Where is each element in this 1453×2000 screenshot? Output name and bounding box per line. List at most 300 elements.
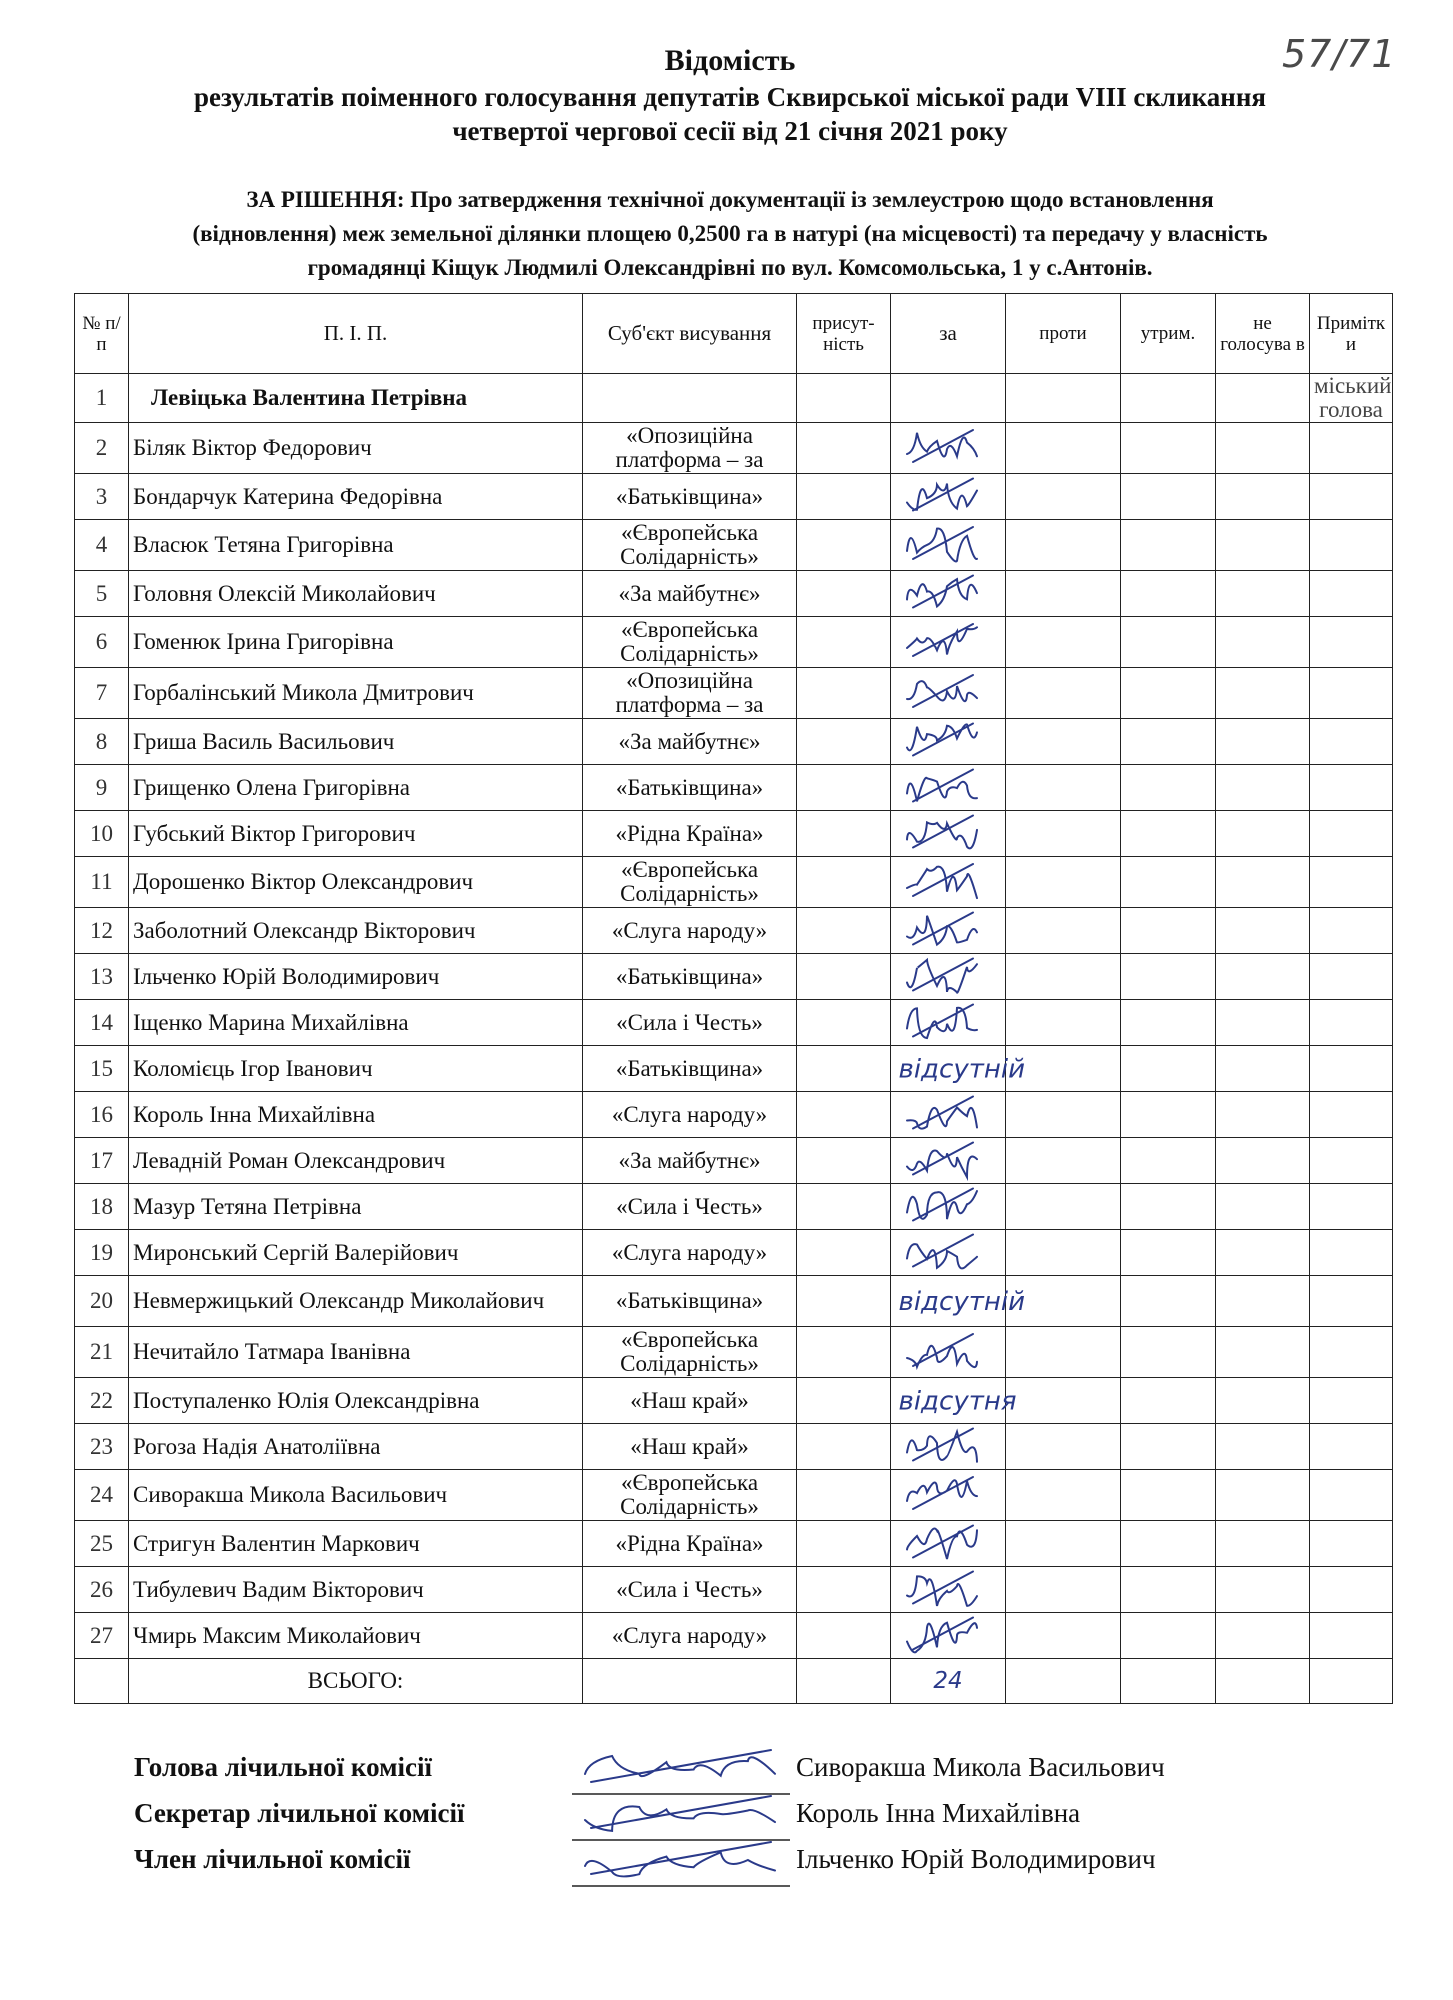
vote-za-cell (891, 765, 1006, 811)
vote-utrym-cell (1121, 1230, 1216, 1276)
vote-utrym-cell (1121, 1092, 1216, 1138)
note-cell (1310, 1046, 1393, 1092)
vote-proty-cell (1006, 571, 1121, 617)
vote-utrym-cell (1121, 1046, 1216, 1092)
note-cell (1310, 908, 1393, 954)
decision-line-2: (відновлення) меж земельної ділянки площею 0,2500 га в натурі (на місцевості) та передачу у власність (192, 221, 1268, 246)
vote-ne-holos-cell (1216, 1276, 1310, 1327)
vote-za-cell (891, 719, 1006, 765)
presence-cell (797, 765, 891, 811)
presence-cell (797, 374, 891, 423)
row-number: 15 (75, 1046, 129, 1092)
vote-ne-holos-cell (1216, 668, 1310, 719)
presence-cell (797, 617, 891, 668)
commission-member (134, 1752, 1284, 1798)
commission-block (134, 1752, 1284, 1890)
note-cell (1310, 857, 1393, 908)
vote-ne-holos-cell (1216, 1092, 1310, 1138)
vote-proty-cell (1006, 908, 1121, 954)
vote-utrym-cell (1121, 1521, 1216, 1567)
note-cell (1310, 1378, 1393, 1424)
note-cell (1310, 765, 1393, 811)
nominating-party: «Слуга народу» (583, 1613, 797, 1659)
table-body (75, 374, 1393, 1659)
vote-utrym-cell (1121, 1184, 1216, 1230)
presence-cell (797, 1046, 891, 1092)
note-cell (1310, 1276, 1393, 1327)
vote-proty-cell (1006, 857, 1121, 908)
deputy-name: Власюк Тетяна Григорівна (129, 520, 583, 571)
commission-role: Секретар лічильної комісії (134, 1798, 465, 1828)
vote-proty-cell (1006, 1567, 1121, 1613)
nominating-party: «Європейська Солідарність» (583, 1470, 797, 1521)
vote-utrym-cell (1121, 908, 1216, 954)
row-number: 2 (75, 423, 129, 474)
table-row (75, 1378, 1393, 1424)
table-header-row (75, 294, 1393, 374)
vote-proty-cell (1006, 668, 1121, 719)
row-number: 12 (75, 908, 129, 954)
note-cell (1310, 571, 1393, 617)
presence-cell (797, 474, 891, 520)
header-name: П. І. П. (129, 294, 583, 374)
vote-ne-holos-cell (1216, 765, 1310, 811)
commission-member (134, 1798, 1284, 1844)
deputy-name: Губський Віктор Григорович (129, 811, 583, 857)
table-row (75, 374, 1393, 423)
presence-cell (797, 1000, 891, 1046)
presence-cell (797, 857, 891, 908)
presence-cell (797, 668, 891, 719)
vote-za-cell (891, 571, 1006, 617)
vote-ne-holos-cell (1216, 1046, 1310, 1092)
vote-utrym-cell (1121, 1138, 1216, 1184)
vote-utrym-cell (1121, 668, 1216, 719)
table-row (75, 668, 1393, 719)
row-number: 23 (75, 1424, 129, 1470)
header-za: за (891, 294, 1006, 374)
header-proty: проти (1006, 294, 1121, 374)
deputy-name: Бондарчук Катерина Федорівна (129, 474, 583, 520)
vote-proty-cell (1006, 1327, 1121, 1378)
vote-utrym-cell (1121, 1470, 1216, 1521)
vote-proty-cell (1006, 719, 1121, 765)
table-row (75, 908, 1393, 954)
presence-cell (797, 1567, 891, 1613)
table-row (75, 1046, 1393, 1092)
table-row (75, 1000, 1393, 1046)
table-row (75, 1138, 1393, 1184)
nominating-party: «Сила і Честь» (583, 1567, 797, 1613)
vote-ne-holos-cell (1216, 811, 1310, 857)
vote-proty-cell (1006, 811, 1121, 857)
row-number: 1 (75, 374, 129, 423)
nominating-party: «Батьківщина» (583, 765, 797, 811)
vote-proty-cell (1006, 1378, 1121, 1424)
presence-cell (797, 908, 891, 954)
deputy-name: Коломієць Ігор Іванович (129, 1046, 583, 1092)
header-ne-holos: не голосува в (1216, 294, 1310, 374)
vote-utrym-cell (1121, 1567, 1216, 1613)
vote-za-cell (891, 1470, 1006, 1521)
table-row (75, 474, 1393, 520)
row-number: 6 (75, 617, 129, 668)
commission-member-name: Король Інна Михайлівна (796, 1798, 1081, 1828)
note-cell (1310, 1327, 1393, 1378)
row-number: 4 (75, 520, 129, 571)
commission-member (134, 1844, 1284, 1890)
nominating-party: «За майбутнє» (583, 719, 797, 765)
vote-utrym-cell (1121, 474, 1216, 520)
nominating-party: «Батьківщина» (583, 1276, 797, 1327)
vote-ne-holos-cell (1216, 474, 1310, 520)
vote-ne-holos-cell (1216, 374, 1310, 423)
vote-ne-holos-cell (1216, 908, 1310, 954)
deputy-name: Чмирь Максим Миколайович (129, 1613, 583, 1659)
nominating-party: «Наш край» (583, 1378, 797, 1424)
vote-ne-holos-cell (1216, 571, 1310, 617)
deputy-name: Король Інна Михайлівна (129, 1092, 583, 1138)
vote-proty-cell (1006, 1521, 1121, 1567)
note-cell (1310, 520, 1393, 571)
note-cell (1310, 1613, 1393, 1659)
vote-utrym-cell (1121, 1276, 1216, 1327)
table-row (75, 1327, 1393, 1378)
vote-utrym-cell (1121, 374, 1216, 423)
presence-cell (797, 1276, 891, 1327)
note-cell (1310, 1424, 1393, 1470)
vote-za-cell (891, 1424, 1006, 1470)
note-cell (1310, 1184, 1393, 1230)
handwritten-note: відсутній (898, 1054, 1025, 1085)
nominating-party: «Сила і Честь» (583, 1000, 797, 1046)
vote-utrym-cell (1121, 857, 1216, 908)
table-row (75, 1092, 1393, 1138)
presence-cell (797, 1470, 891, 1521)
presence-cell (797, 571, 891, 617)
vote-utrym-cell (1121, 1378, 1216, 1424)
table-row (75, 1230, 1393, 1276)
deputy-name: Гоменюк Ірина Григорівна (129, 617, 583, 668)
table-row (75, 765, 1393, 811)
document-subtitle-line-1: результатів поіменного голосування депутатів Сквирської міської ради VIII скликання (193, 82, 1267, 112)
row-number: 5 (75, 571, 129, 617)
row-number: 21 (75, 1327, 129, 1378)
voting-table (74, 293, 1393, 1704)
vote-proty-cell (1006, 1138, 1121, 1184)
total-label: ВСЬОГО: (129, 1659, 583, 1704)
table-row (75, 520, 1393, 571)
deputy-name: Дорошенко Віктор Олександрович (129, 857, 583, 908)
handwritten-note: відсутня (898, 1386, 1017, 1417)
vote-za-cell (891, 423, 1006, 474)
deputy-name: Миронський Сергій Валерійович (129, 1230, 583, 1276)
table-row (75, 811, 1393, 857)
table-row (75, 1521, 1393, 1567)
vote-utrym-cell (1121, 1424, 1216, 1470)
deputy-name: Сиворакша Микола Васильович (129, 1470, 583, 1521)
vote-za-cell (891, 1230, 1006, 1276)
presence-cell (797, 719, 891, 765)
vote-ne-holos-cell (1216, 1378, 1310, 1424)
nominating-party (583, 374, 797, 423)
vote-proty-cell (1006, 1230, 1121, 1276)
nominating-party: «Європейська Солідарність» (583, 1327, 797, 1378)
note-cell: міський голова (1310, 374, 1393, 423)
nominating-party: «Опозиційна платформа – за (583, 423, 797, 474)
vote-za-cell (891, 1092, 1006, 1138)
vote-utrym-cell (1121, 617, 1216, 668)
row-number: 27 (75, 1613, 129, 1659)
deputy-name: Нечитайло Татмара Іванівна (129, 1327, 583, 1378)
presence-cell (797, 1521, 891, 1567)
vote-ne-holos-cell (1216, 1567, 1310, 1613)
deputy-name: Головня Олексій Миколайович (129, 571, 583, 617)
nominating-party: «Опозиційна платформа – за (583, 668, 797, 719)
table-row (75, 571, 1393, 617)
row-number: 14 (75, 1000, 129, 1046)
row-number: 8 (75, 719, 129, 765)
table-row (75, 617, 1393, 668)
vote-ne-holos-cell (1216, 1138, 1310, 1184)
table-row (75, 1276, 1393, 1327)
row-number: 18 (75, 1184, 129, 1230)
deputy-name: Гриша Василь Васильович (129, 719, 583, 765)
presence-cell (797, 423, 891, 474)
table-row (75, 1567, 1393, 1613)
row-number: 17 (75, 1138, 129, 1184)
header-utrym: утрим. (1121, 294, 1216, 374)
row-number: 22 (75, 1378, 129, 1424)
header-party: Суб'єкт висування (583, 294, 797, 374)
vote-za-cell (891, 374, 1006, 423)
deputy-name: Грищенко Олена Григорівна (129, 765, 583, 811)
row-number: 16 (75, 1092, 129, 1138)
vote-proty-cell (1006, 765, 1121, 811)
vote-za-cell (891, 1567, 1006, 1613)
header-present: присут-ність (797, 294, 891, 374)
row-number: 19 (75, 1230, 129, 1276)
nominating-party: «Наш край» (583, 1424, 797, 1470)
vote-ne-holos-cell (1216, 1424, 1310, 1470)
table-row (75, 719, 1393, 765)
table-row (75, 1470, 1393, 1521)
nominating-party: «Батьківщина» (583, 1046, 797, 1092)
vote-utrym-cell (1121, 1327, 1216, 1378)
vote-za-cell (891, 520, 1006, 571)
commission-role: Член лічильної комісії (134, 1844, 411, 1874)
note-cell (1310, 668, 1393, 719)
vote-utrym-cell (1121, 423, 1216, 474)
nominating-party: «Слуга народу» (583, 1230, 797, 1276)
vote-ne-holos-cell (1216, 719, 1310, 765)
table-row (75, 857, 1393, 908)
vote-proty-cell (1006, 1000, 1121, 1046)
vote-utrym-cell (1121, 1000, 1216, 1046)
row-number: 25 (75, 1521, 129, 1567)
note-cell (1310, 1521, 1393, 1567)
vote-proty-cell (1006, 1046, 1121, 1092)
vote-ne-holos-cell (1216, 954, 1310, 1000)
total-za-value: 24 (891, 1659, 1006, 1704)
presence-cell (797, 1184, 891, 1230)
presence-cell (797, 811, 891, 857)
nominating-party: «Рідна Країна» (583, 811, 797, 857)
decision-text (70, 183, 1390, 285)
nominating-party: «За майбутнє» (583, 1138, 797, 1184)
vote-ne-holos-cell (1216, 423, 1310, 474)
presence-cell (797, 954, 891, 1000)
vote-za-cell (891, 1276, 1006, 1327)
row-number: 11 (75, 857, 129, 908)
note-cell (1310, 474, 1393, 520)
nominating-party: «Слуга народу» (583, 1092, 797, 1138)
row-number: 24 (75, 1470, 129, 1521)
presence-cell (797, 1378, 891, 1424)
vote-utrym-cell (1121, 1613, 1216, 1659)
vote-ne-holos-cell (1216, 1000, 1310, 1046)
vote-za-cell (891, 908, 1006, 954)
decision-line-3: громадянці Кіщук Людмилі Олександрівні по вул. Комсомольська, 1 у с.Антонів. (307, 255, 1153, 280)
vote-za-cell (891, 1046, 1006, 1092)
row-number: 10 (75, 811, 129, 857)
deputy-name: Заболотний Олександр Вікторович (129, 908, 583, 954)
deputy-name: Невмержицький Олександр Миколайович (129, 1276, 583, 1327)
nominating-party: «Батьківщина» (583, 474, 797, 520)
vote-utrym-cell (1121, 571, 1216, 617)
vote-ne-holos-cell (1216, 1470, 1310, 1521)
presence-cell (797, 1424, 891, 1470)
vote-utrym-cell (1121, 719, 1216, 765)
vote-za-cell (891, 1521, 1006, 1567)
presence-cell (797, 1327, 891, 1378)
vote-utrym-cell (1121, 520, 1216, 571)
nominating-party: «Сила і Честь» (583, 1184, 797, 1230)
vote-ne-holos-cell (1216, 1184, 1310, 1230)
row-number: 9 (75, 765, 129, 811)
nominating-party: «Європейська Солідарність» (583, 520, 797, 571)
vote-ne-holos-cell (1216, 520, 1310, 571)
decision-line-1: ЗА РІШЕННЯ: Про затвердження технічної документації із землеустрою щодо встановлення (246, 187, 1214, 212)
table-row (75, 423, 1393, 474)
nominating-party: «Європейська Солідарність» (583, 857, 797, 908)
note-cell (1310, 1567, 1393, 1613)
nominating-party: «Рідна Країна» (583, 1521, 797, 1567)
nominating-party: «Слуга народу» (583, 908, 797, 954)
note-cell (1310, 954, 1393, 1000)
vote-ne-holos-cell (1216, 1613, 1310, 1659)
vote-proty-cell (1006, 1470, 1121, 1521)
deputy-name: Іщенко Марина Михайлівна (129, 1000, 583, 1046)
deputy-name: Поступаленко Юлія Олександрівна (129, 1378, 583, 1424)
vote-ne-holos-cell (1216, 1230, 1310, 1276)
table-row (75, 954, 1393, 1000)
total-row (75, 1659, 1393, 1704)
note-cell (1310, 1230, 1393, 1276)
deputy-name: Левадній Роман Олександрович (129, 1138, 583, 1184)
vote-za-cell (891, 617, 1006, 668)
document-subtitle-line-2: четвертої чергової сесії від 21 січня 2021 року (452, 116, 1008, 146)
table-row (75, 1184, 1393, 1230)
header-note: Примітк и (1310, 294, 1393, 374)
presence-cell (797, 1230, 891, 1276)
presence-cell (797, 1092, 891, 1138)
vote-proty-cell (1006, 520, 1121, 571)
vote-za-cell (891, 668, 1006, 719)
note-cell (1310, 811, 1393, 857)
note-cell (1310, 1000, 1393, 1046)
vote-ne-holos-cell (1216, 617, 1310, 668)
vote-za-cell (891, 1000, 1006, 1046)
nominating-party: «За майбутнє» (583, 571, 797, 617)
vote-ne-holos-cell (1216, 857, 1310, 908)
vote-ne-holos-cell (1216, 1327, 1310, 1378)
vote-proty-cell (1006, 1276, 1121, 1327)
vote-proty-cell (1006, 374, 1121, 423)
vote-proty-cell (1006, 423, 1121, 474)
vote-proty-cell (1006, 1424, 1121, 1470)
page-number: 57/71 (1282, 32, 1397, 76)
vote-za-cell (891, 811, 1006, 857)
commission-member-name: Ільченко Юрій Володимирович (796, 1844, 1156, 1874)
deputy-name: Рогоза Надія Анатоліївна (129, 1424, 583, 1470)
vote-za-cell (891, 1327, 1006, 1378)
deputy-name: Левіцька Валентина Петрівна (129, 374, 583, 423)
vote-utrym-cell (1121, 765, 1216, 811)
deputy-name: Горбалінський Микола Дмитрович (129, 668, 583, 719)
note-cell (1310, 719, 1393, 765)
handwritten-note: відсутній (898, 1287, 1025, 1317)
vote-za-cell (891, 857, 1006, 908)
nominating-party: «Батьківщина» (583, 954, 797, 1000)
vote-proty-cell (1006, 1092, 1121, 1138)
header-num: № п/п (75, 294, 129, 374)
vote-za-cell (891, 1184, 1006, 1230)
note-cell (1310, 1470, 1393, 1521)
presence-cell (797, 520, 891, 571)
note-cell (1310, 1092, 1393, 1138)
deputy-name: Ільченко Юрій Володимирович (129, 954, 583, 1000)
document-header (80, 42, 1380, 148)
presence-cell (797, 1613, 891, 1659)
vote-proty-cell (1006, 474, 1121, 520)
table-row (75, 1613, 1393, 1659)
commission-member-name: Сиворакша Микола Васильович (796, 1752, 1165, 1782)
row-number: 13 (75, 954, 129, 1000)
vote-proty-cell (1006, 617, 1121, 668)
row-number: 20 (75, 1276, 129, 1327)
vote-proty-cell (1006, 1613, 1121, 1659)
note-cell (1310, 617, 1393, 668)
note-cell (1310, 1138, 1393, 1184)
deputy-name: Стригун Валентин Маркович (129, 1521, 583, 1567)
nominating-party: «Європейська Солідарність» (583, 617, 797, 668)
vote-za-cell (891, 954, 1006, 1000)
vote-za-cell (891, 474, 1006, 520)
deputy-name: Мазур Тетяна Петрівна (129, 1184, 583, 1230)
vote-proty-cell (1006, 1184, 1121, 1230)
vote-utrym-cell (1121, 954, 1216, 1000)
deputy-name: Біляк Віктор Федорович (129, 423, 583, 474)
row-number: 26 (75, 1567, 129, 1613)
deputy-name: Тибулевич Вадим Вікторович (129, 1567, 583, 1613)
vote-za-cell (891, 1138, 1006, 1184)
vote-za-cell (891, 1378, 1006, 1424)
row-number: 3 (75, 474, 129, 520)
vote-za-cell (891, 1613, 1006, 1659)
commission-role: Голова лічильної комісії (134, 1752, 432, 1782)
vote-utrym-cell (1121, 811, 1216, 857)
